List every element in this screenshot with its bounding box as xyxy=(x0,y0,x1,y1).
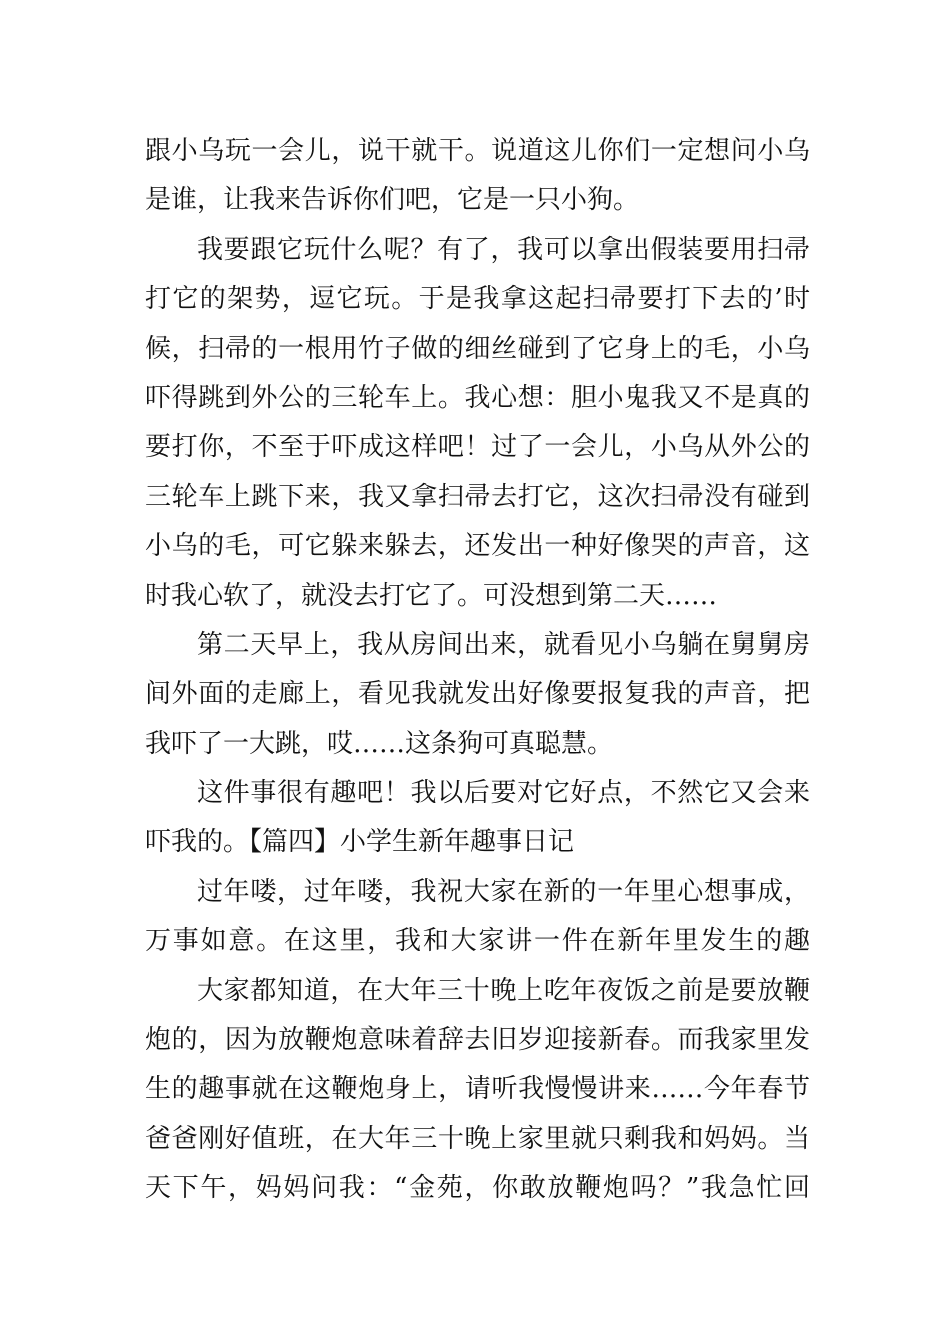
text-line: 万事如意。在这里，我和大家讲一件在新年里发生的趣 xyxy=(145,926,810,957)
text-line: 候，扫帚的一根用竹子做的细丝碰到了它身上的毛，小乌 xyxy=(145,333,810,364)
text-line: 过年喽，过年喽，我祝大家在新的一年里心想事成， xyxy=(197,876,810,907)
text-line: 是谁，让我来告诉你们吧，它是一只小狗。 xyxy=(145,185,640,216)
text-line: 吓得跳到外公的三轮车上。我心想：胆小鬼我又不是真的 xyxy=(145,382,810,413)
text-line: 这件事很有趣吧！我以后要对它好点，不然它又会来 xyxy=(197,778,810,809)
text-line: 爸爸刚好值班，在大年三十晚上家里就只剩我和妈妈。当 xyxy=(145,1123,810,1154)
text-line: 三轮车上跳下来，我又拿扫帚去打它，这次扫帚没有碰到 xyxy=(145,481,810,512)
text-line: 天下午，妈妈问我：“金苑，你敢放鞭炮吗？”我急忙回 xyxy=(145,1173,810,1204)
text-line: 打它的架势，逗它玩。于是我拿这起扫帚要打下去的’时 xyxy=(145,284,810,315)
text-line: 要打你，不至于吓成这样吧！过了一会儿，小乌从外公的 xyxy=(145,432,810,463)
text-line: 跟小乌玩一会儿，说干就干。说道这儿你们一定想问小乌 xyxy=(145,136,810,166)
text-line: 时我心软了，就没去打它了。可没想到第二天…… xyxy=(145,580,718,611)
document-body xyxy=(145,127,810,1214)
text-line: 小乌的毛，可它躲来躲去，还发出一种好像哭的声音，这 xyxy=(145,531,810,562)
text-line: 第二天早上，我从房间出来，就看见小乌躺在舅舅房 xyxy=(197,629,810,660)
text-line: 我要跟它玩什么呢？有了，我可以拿出假装要用扫帚 xyxy=(197,234,810,265)
text-line: 我吓了一大跳，哎……这条狗可真聪慧。 xyxy=(145,728,614,759)
text-line: 炮的，因为放鞭炮意味着辞去旧岁迎接新春。而我家里发 xyxy=(145,1025,810,1056)
text-line: 吓我的。【篇四】小学生新年趣事日记 xyxy=(145,827,575,858)
text-line: 生的趣事就在这鞭炮身上，请听我慢慢讲来……今年春节 xyxy=(145,1074,810,1105)
text-line: 间外面的走廊上，看见我就发出好像要报复我的声音，把 xyxy=(145,679,810,710)
text-line: 大家都知道，在大年三十晚上吃年夜饭之前是要放鞭 xyxy=(197,975,810,1006)
